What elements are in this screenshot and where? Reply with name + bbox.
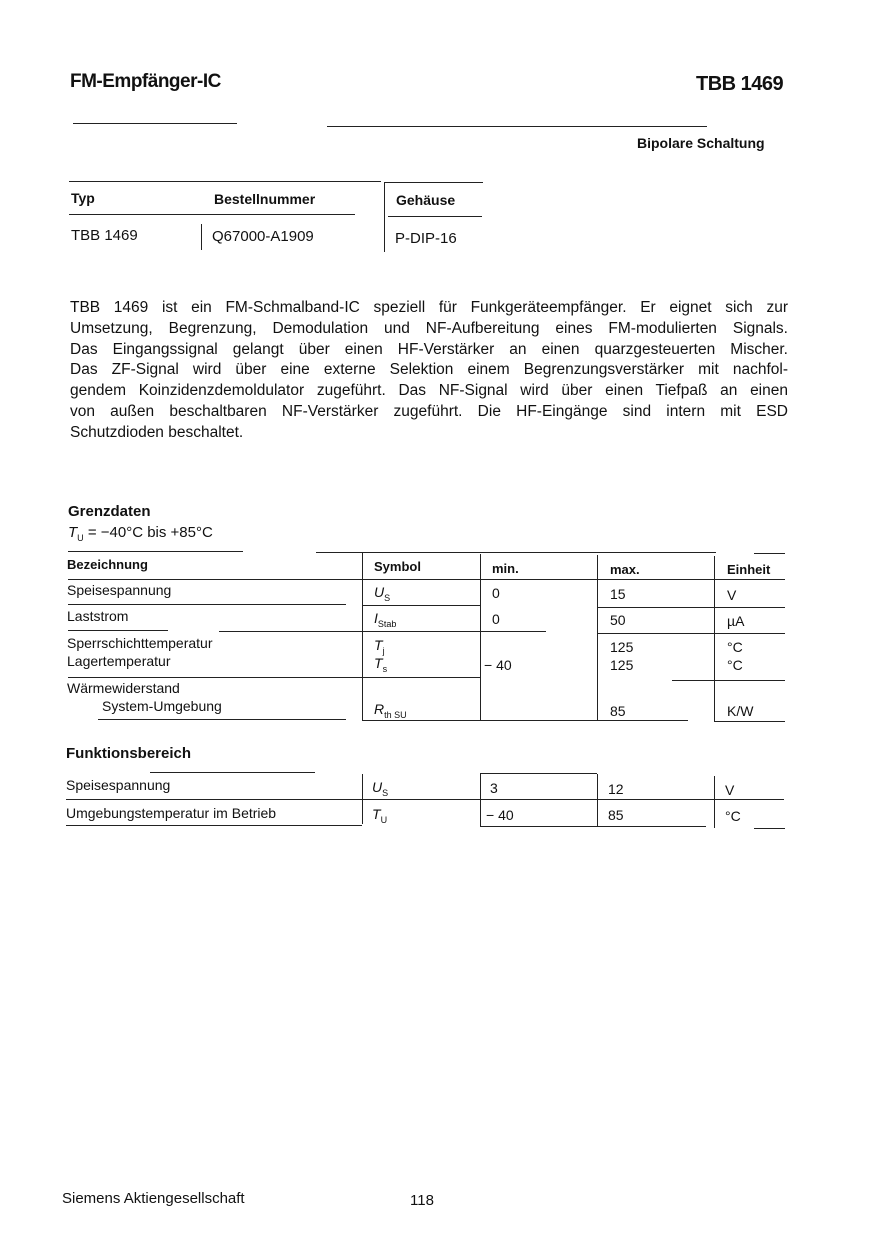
limits-heading: Grenzdaten: [68, 503, 151, 520]
operating-row1-max: 12: [608, 781, 624, 797]
page-subtitle: Bipolare Schaltung: [637, 135, 765, 151]
limits-col-min: min.: [492, 561, 519, 576]
limits-row5-name2: System-Umgebung: [102, 698, 222, 714]
operating-row2-unit: °C: [725, 808, 741, 824]
order-col-gehaeuse: Gehäuse: [396, 192, 456, 208]
page-title-right: TBB 1469: [696, 73, 784, 95]
operating-row1-unit: V: [725, 782, 735, 798]
header-rule-left: [73, 123, 237, 124]
limits-col-einheit: Einheit: [727, 562, 771, 577]
operating-row1-symbol: $U_S$: [372, 779, 389, 798]
limits-row2-name: Laststrom: [67, 608, 129, 624]
operating-heading: Funktionsbereich: [66, 745, 192, 762]
order-col-bestellnummer: Bestellnummer: [214, 191, 316, 207]
limits-row3-symbol: $T_j$: [374, 637, 385, 656]
limits-row1-symbol: $U_S$: [374, 584, 391, 603]
operating-row2-symbol: $T_U$: [372, 806, 388, 825]
limits-row2-min: 0: [492, 611, 500, 627]
limits-row1-min: 0: [492, 585, 500, 601]
description-line: Schutzdioden beschaltet.: [70, 423, 244, 441]
limits-row2-symbol: $I_{Stab}$: [374, 610, 397, 629]
limits-row1-unit: V: [727, 587, 737, 603]
description-line: TBB 1469 ist ein FM-Schmalband-IC speziell für Funkgeräteempfänger. Er eignet sich zur: [70, 299, 788, 316]
description-line: Das Eingangssignal gelangt über einen HF-Verstärker an einen quarzgesteuerten Mischer.: [70, 340, 788, 358]
description-line: von außen beschaltbaren NF-Verstärker zugeführt. Die HF-Eingänge sind intern mit ESD: [70, 402, 788, 420]
footer-page-number: 118: [410, 1192, 434, 1209]
order-cell-bestellnummer: Q67000-A1909: [212, 228, 314, 245]
limits-row3-unit: °C: [727, 639, 743, 655]
limits-row4-min: − 40: [484, 657, 512, 673]
order-cell-gehaeuse: P-DIP-16: [395, 230, 457, 247]
order-col-typ: Typ: [71, 190, 95, 206]
limits-row5-unit: K/W: [727, 703, 754, 719]
operating-row2-min: − 40: [486, 807, 514, 823]
limits-row2-unit: µA: [727, 613, 745, 629]
limits-row3-name: Sperrschichttemperatur: [67, 635, 213, 651]
description-paragraph: [70, 298, 788, 444]
limits-row1-name: Speisespannung: [67, 582, 172, 598]
limits-row5-name: Wärmewiderstand: [67, 680, 180, 696]
description-line: Umsetzung, Begrenzung, Demodulation und NF-Aufbereitung eines FM-modulierten Signals.: [70, 319, 788, 337]
limits-row2-max: 50: [610, 612, 626, 628]
order-cell-typ: TBB 1469: [71, 227, 138, 244]
operating-row2-name: Umgebungstemperatur im Betrieb: [66, 805, 277, 821]
limits-row5-symbol: $R_{th SU}$: [374, 701, 407, 720]
description-line: gendem Koinzidenzdemoldulator zugeführt. Das NF-Signal wird über einen Tiefpaß an einen: [70, 382, 788, 400]
limits-row4-max: 125: [610, 657, 634, 673]
limits-row1-max: 15: [610, 586, 626, 602]
limits-row3-max: 125: [610, 639, 634, 655]
description-line: Das ZF-Signal wird über eine externe Selektion einem Begrenzungsverstärker mit nachfol-: [70, 361, 788, 379]
limits-condition: $T_U = -40^\circ C$ bis +85°C: [68, 524, 213, 543]
operating-row1-name: Speisespannung: [66, 777, 171, 793]
header-rule-right: [327, 126, 707, 127]
limits-row5-max: 85: [610, 703, 626, 719]
limits-col-symbol: Symbol: [374, 559, 421, 574]
page-title-left: FM-Empfänger-IC: [70, 71, 221, 92]
limits-row4-name: Lagertemperatur: [67, 653, 171, 669]
operating-row1-min: 3: [490, 780, 498, 796]
limits-col-max: max.: [610, 562, 640, 577]
operating-row2-max: 85: [608, 807, 624, 823]
footer-company: Siemens Aktiengesellschaft: [62, 1190, 245, 1207]
limits-row4-symbol: $T_s$: [374, 655, 388, 674]
limits-row4-unit: °C: [727, 657, 743, 673]
limits-col-bezeichnung: Bezeichnung: [67, 557, 148, 572]
